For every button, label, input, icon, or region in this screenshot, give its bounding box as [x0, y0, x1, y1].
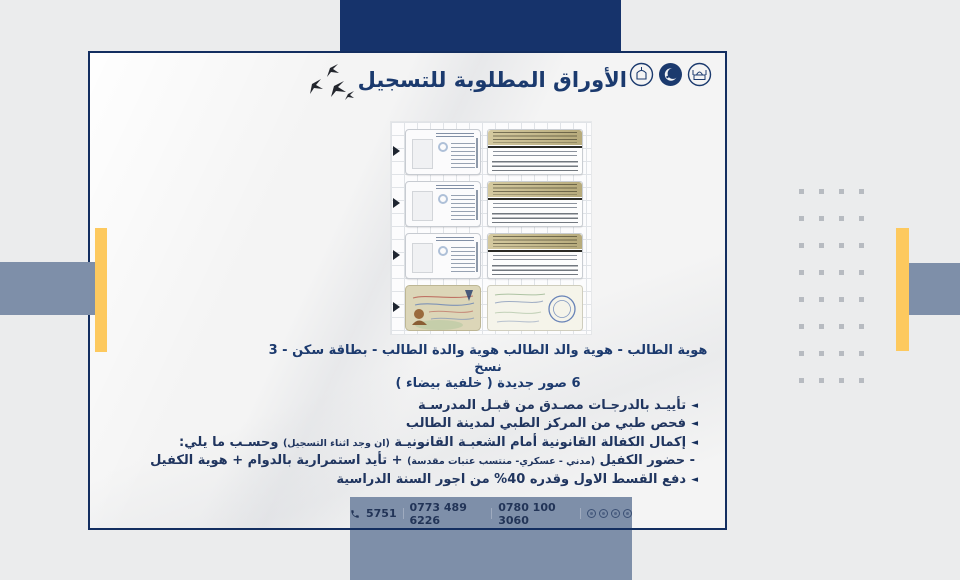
left-slate-block	[0, 262, 95, 315]
document-row-residence-card	[391, 285, 591, 329]
left-yellow-bar	[95, 228, 107, 352]
contact-phone-short: 5751	[366, 507, 397, 520]
id-card-front	[405, 129, 481, 175]
contact-bar	[350, 497, 632, 580]
row-arrow-icon	[393, 198, 400, 208]
caption-line-2: 6 صور جديدة ( خلفية بيضاء )	[395, 376, 581, 391]
requirement-text: دفع القسط الاول وقدره 40% من اجور السنة الدراسية	[336, 471, 687, 487]
id-emblem-icon	[438, 194, 448, 204]
shrine-badge-icon	[629, 62, 654, 87]
id-photo-placeholder	[412, 243, 433, 273]
phone-icon	[350, 509, 360, 519]
telegram-icon	[611, 509, 620, 518]
right-yellow-bar	[896, 228, 909, 351]
id-emblem-icon	[438, 246, 448, 256]
id-card-back	[487, 233, 583, 279]
residence-card-front	[405, 285, 481, 331]
row-arrow-icon	[393, 302, 400, 312]
requirement-text: - حضور الكفيل	[595, 453, 695, 469]
separator	[403, 508, 404, 519]
row-arrow-icon	[393, 250, 400, 260]
document-row-father-id	[391, 181, 591, 225]
requirement-text: تأييـد بالدرجـات مصـدق من قبـل المدرسـة	[417, 398, 687, 413]
contact-row	[350, 497, 632, 530]
row-arrow-icon	[393, 146, 400, 156]
facebook-icon	[599, 509, 608, 518]
bullet-triangle-icon: ◄	[691, 437, 698, 448]
top-navy-block	[340, 0, 621, 53]
id-card-front	[405, 181, 481, 227]
residence-card-back	[487, 285, 583, 331]
requirement-item	[168, 397, 698, 415]
bullet-triangle-icon: ◄	[691, 419, 698, 430]
id-card-back	[487, 129, 583, 175]
id-card-back	[487, 181, 583, 227]
document-row-mother-id	[391, 233, 591, 277]
requirement-text: وحسـب ما يلي:	[179, 434, 283, 450]
requirement-item	[168, 415, 698, 433]
institution-logos	[629, 62, 712, 87]
instagram-icon	[587, 509, 596, 518]
whatsapp-icon	[623, 509, 632, 518]
requirement-text: فحص طبي من المركز الطبي لمدينة الطالب	[405, 416, 687, 432]
bullet-triangle-icon: ◄	[691, 401, 698, 411]
dots-pattern	[799, 189, 864, 383]
requirement-text: + تأيد استمرارية بالدوام + هوية الكفيل	[150, 453, 408, 469]
contact-phone-2: 0780 100 3060	[498, 500, 556, 527]
right-slate-block	[909, 263, 960, 315]
separator	[580, 508, 581, 519]
id-photo-placeholder	[412, 191, 433, 221]
requirement-subitem	[150, 452, 698, 470]
documents-caption	[258, 343, 718, 393]
crescent-badge-icon	[658, 62, 683, 87]
document-row-student-id	[391, 129, 591, 173]
flying-birds-icon	[306, 62, 358, 108]
poster-title: الأوراق المطلوبة للتسجيل	[357, 68, 627, 92]
caption-line-1: هوية الطالب - هوية والد الطالب هوية والدة الطالب - بطاقة سكن - 3 نسخ	[268, 343, 708, 375]
separator	[491, 508, 492, 519]
id-emblem-icon	[438, 142, 448, 152]
id-photo-placeholder	[412, 139, 433, 169]
poster-card	[88, 51, 727, 530]
id-card-front	[405, 233, 481, 279]
requirement-note: (مدني - عسكري- منتسب عتبات مقدسة)	[407, 456, 596, 468]
requirement-text: إكمال الكفالة القانونية أمام الشعبـة القانونيـة	[389, 434, 687, 450]
requirement-item	[168, 434, 698, 452]
social-icons	[587, 509, 632, 518]
mosque-badge-icon	[687, 62, 712, 87]
documents-figure	[391, 122, 591, 334]
contact-phone-1: 0773 489 6226	[409, 500, 467, 527]
bullet-triangle-icon: ◄	[691, 474, 698, 485]
requirement-note: (ان وجد اثناء التسجيل)	[282, 437, 390, 449]
requirement-item	[168, 471, 698, 489]
requirements-list	[150, 397, 698, 489]
